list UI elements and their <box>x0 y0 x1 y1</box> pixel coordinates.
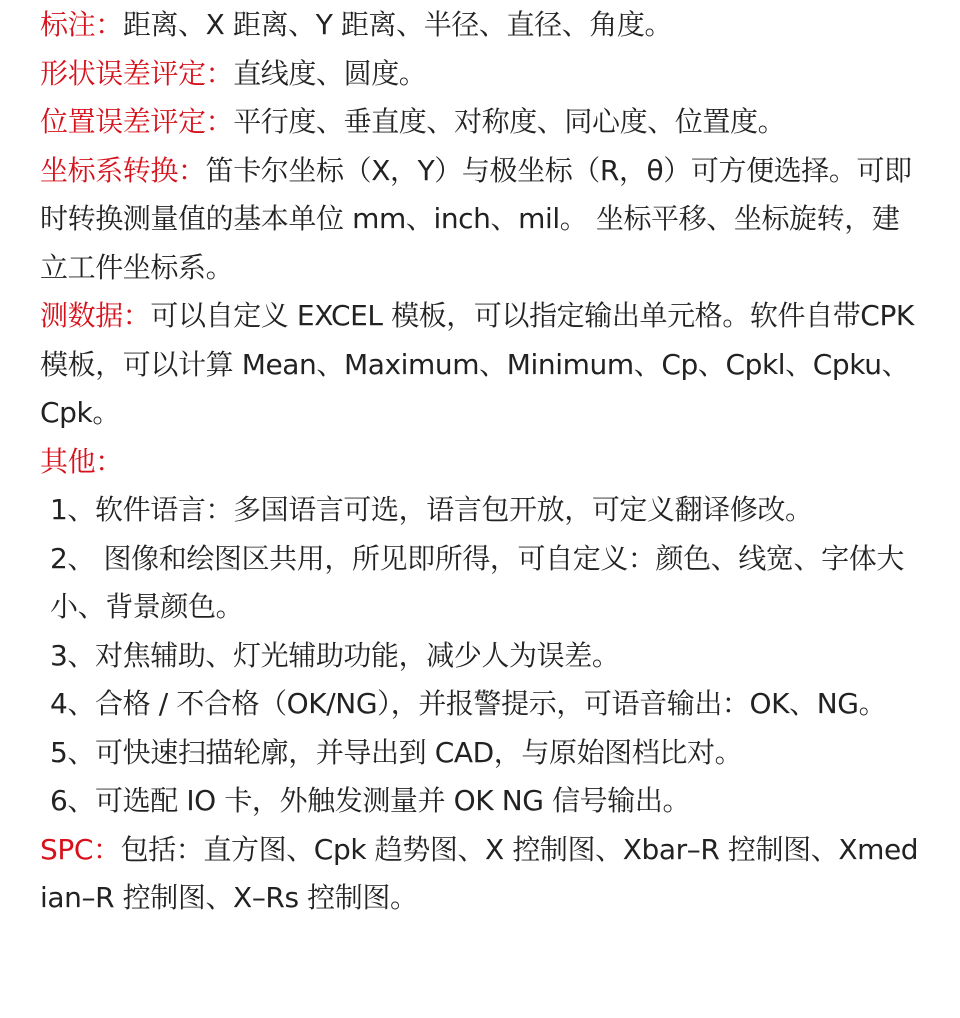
other-label: 其他： <box>40 444 123 478</box>
measure-data-text: 可以自定义 EXCEL 模板，可以指定输出单元格。软件自带CPK 模板，可以计算 Mean、Maximum、Minimum、Cp、Cpkl、Cpku、Cpk。 <box>40 299 914 429</box>
coordinate-paragraph <box>40 147 920 293</box>
other-item-4: 4、合格 / 不合格（OK/NG），并报警提示，可语音输出：OK、NG。 <box>50 687 887 720</box>
form-error-text: 直线度、圆度。 <box>233 56 427 90</box>
position-error-label: 位置误差评定： <box>40 105 234 138</box>
other-heading <box>40 438 920 487</box>
measure-data-paragraph <box>40 292 920 438</box>
position-error-text: 平行度、垂直度、对称度、同心度、位置度。 <box>233 105 786 138</box>
feature-document <box>40 0 920 923</box>
annotation-label: 标注： <box>40 8 123 41</box>
other-item-6: 6、可选配 IO 卡，外触发测量并 OK NG 信号输出。 <box>50 784 691 817</box>
spc-text: 包括：直方图、Cpk 趋势图、X 控制图、Xbar–R 控制图、Xmedian–R 控制图、X–Rs 控制图。 <box>40 832 919 914</box>
coordinate-text: 笛卡尔坐标（X，Y）与极坐标（R，θ）可方便选择。可即时转换测量值的基本单位 mm、inch、mil。 坐标平移、坐标旋转，建立工件坐标系。 <box>40 153 912 284</box>
measure-data-label: 测数据： <box>40 299 151 332</box>
spc-paragraph <box>40 826 920 923</box>
annotation-text: 距离、X 距离、Y 距离、半径、直径、角度。 <box>122 8 673 41</box>
other-item-2: 2、 图像和绘图区共用，所见即所得，可自定义：颜色、线宽、字体大小、背景颜色。 <box>50 541 904 623</box>
spc-label: SPC： <box>40 832 121 866</box>
other-item-3: 3、对焦辅助、灯光辅助功能，减少人为误差。 <box>50 638 620 672</box>
coordinate-label: 坐标系转换： <box>40 153 206 187</box>
form-error-label: 形状误差评定： <box>40 56 234 90</box>
other-item-5: 5、可快速扫描轮廓，并导出到 CAD，与原始图档比对。 <box>50 735 743 769</box>
position-error-paragraph <box>40 98 920 147</box>
other-item-1: 1、软件语言：多国语言可选，语言包开放，可定义翻译修改。 <box>50 493 813 526</box>
form-error-paragraph <box>40 50 920 99</box>
annotation-paragraph <box>40 1 920 50</box>
